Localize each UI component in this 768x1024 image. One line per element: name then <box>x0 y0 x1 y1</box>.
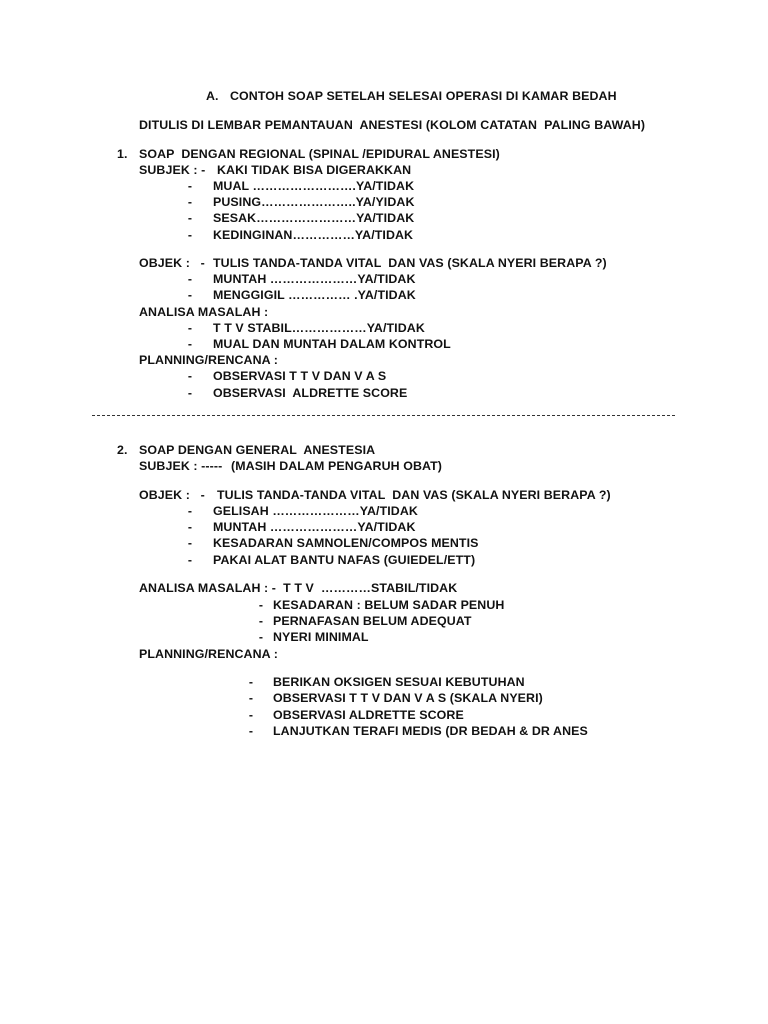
list-item: KESADARAN SAMNOLEN/COMPOS MENTIS <box>213 536 479 550</box>
list-item: NYERI MINIMAL <box>273 630 369 644</box>
list-bullet: - <box>187 504 193 518</box>
list-bullet: - <box>258 598 264 612</box>
list-item: MUNTAH …………………YA/TIDAK <box>213 520 416 534</box>
list-item: PAKAI ALAT BANTU NAFAS (GUIEDEL/ETT) <box>213 553 476 567</box>
list-item: OBSERVASI ALDRETTE SCORE <box>213 386 408 400</box>
analisa-label: ANALISA MASALAH : <box>139 305 269 319</box>
list-bullet: - <box>248 708 254 722</box>
list-bullet: - <box>187 553 193 567</box>
list-bullet: - <box>187 195 193 209</box>
list-bullet: - <box>187 536 193 550</box>
list-bullet: - <box>258 630 264 644</box>
list-item: SESAK……………………YA/TIDAK <box>213 211 415 225</box>
list-bullet: - <box>248 691 254 705</box>
objek-text: TULIS TANDA-TANDA VITAL DAN VAS (SKALA NYERI BERAPA ?) <box>217 488 611 502</box>
section-2-title: SOAP DENGAN GENERAL ANESTESIA <box>139 443 376 457</box>
list-item: MUNTAH …………………YA/TIDAK <box>213 272 416 286</box>
section-2-number: 2. <box>117 443 128 457</box>
list-bullet: - <box>187 272 193 286</box>
list-item: OBSERVASI ALDRETTE SCORE <box>273 708 464 722</box>
list-item: KESADARAN : BELUM SADAR PENUH <box>273 598 505 612</box>
subjek-text: KAKI TIDAK BISA DIGERAKKAN <box>217 163 412 177</box>
list-item: BERIKAN OKSIGEN SESUAI KEBUTUHAN <box>273 675 525 689</box>
list-item: MUAL …………………….YA/TIDAK <box>213 179 415 193</box>
section-1-title: SOAP DENGAN REGIONAL (SPINAL /EPIDURAL ANESTESI) <box>139 147 500 161</box>
list-bullet: - <box>187 288 193 302</box>
list-item: MENGGIGIL …………… .YA/TIDAK <box>213 288 416 302</box>
objek-label: OBJEK : - <box>139 488 205 502</box>
list-bullet: - <box>187 211 193 225</box>
list-bullet: - <box>248 724 254 738</box>
list-item: GELISAH …………………YA/TIDAK <box>213 504 418 518</box>
heading-letter: A. <box>206 89 219 103</box>
planning-label: PLANNING/RENCANA : <box>139 353 279 367</box>
list-item: T T V STABIL………………YA/TIDAK <box>213 321 425 335</box>
subjek-label: SUBJEK : ----- <box>139 459 223 473</box>
list-bullet: - <box>187 228 193 242</box>
heading-subtitle: DITULIS DI LEMBAR PEMANTAUAN ANESTESI (KOLOM CATATAN PALING BAWAH) <box>139 118 646 132</box>
subjek-label: SUBJEK : - <box>139 163 206 177</box>
list-bullet: - <box>248 675 254 689</box>
list-item: MUAL DAN MUNTAH DALAM KONTROL <box>213 337 451 351</box>
objek-text: TULIS TANDA-TANDA VITAL DAN VAS (SKALA NYERI BERAPA ?) <box>213 256 607 270</box>
list-bullet: - <box>187 337 193 351</box>
section-1-number: 1. <box>117 147 128 161</box>
heading-title: CONTOH SOAP SETELAH SELESAI OPERASI DI KAMAR BEDAH <box>230 89 617 103</box>
analisa-label: ANALISA MASALAH : - T T V …………STABIL/TIDAK <box>139 581 458 595</box>
list-item: KEDINGINAN……………YA/TIDAK <box>213 228 414 242</box>
list-bullet: - <box>187 179 193 193</box>
list-bullet: - <box>187 386 193 400</box>
list-item: OBSERVASI T T V DAN V A S <box>213 369 387 383</box>
list-bullet: - <box>187 321 193 335</box>
planning-label: PLANNING/RENCANA : <box>139 647 279 661</box>
list-bullet: - <box>258 614 264 628</box>
subjek-text: (MASIH DALAM PENGARUH OBAT) <box>231 459 443 473</box>
list-bullet: - <box>187 520 193 534</box>
dashed-separator <box>92 415 675 416</box>
objek-label: OBJEK : - <box>139 256 205 270</box>
list-item: LANJUTKAN TERAFI MEDIS (DR BEDAH & DR ANES <box>273 724 588 738</box>
list-item: PERNAFASAN BELUM ADEQUAT <box>273 614 472 628</box>
list-bullet: - <box>187 369 193 383</box>
list-item: PUSING…………………..YA/YIDAK <box>213 195 415 209</box>
list-item: OBSERVASI T T V DAN V A S (SKALA NYERI) <box>273 691 543 705</box>
